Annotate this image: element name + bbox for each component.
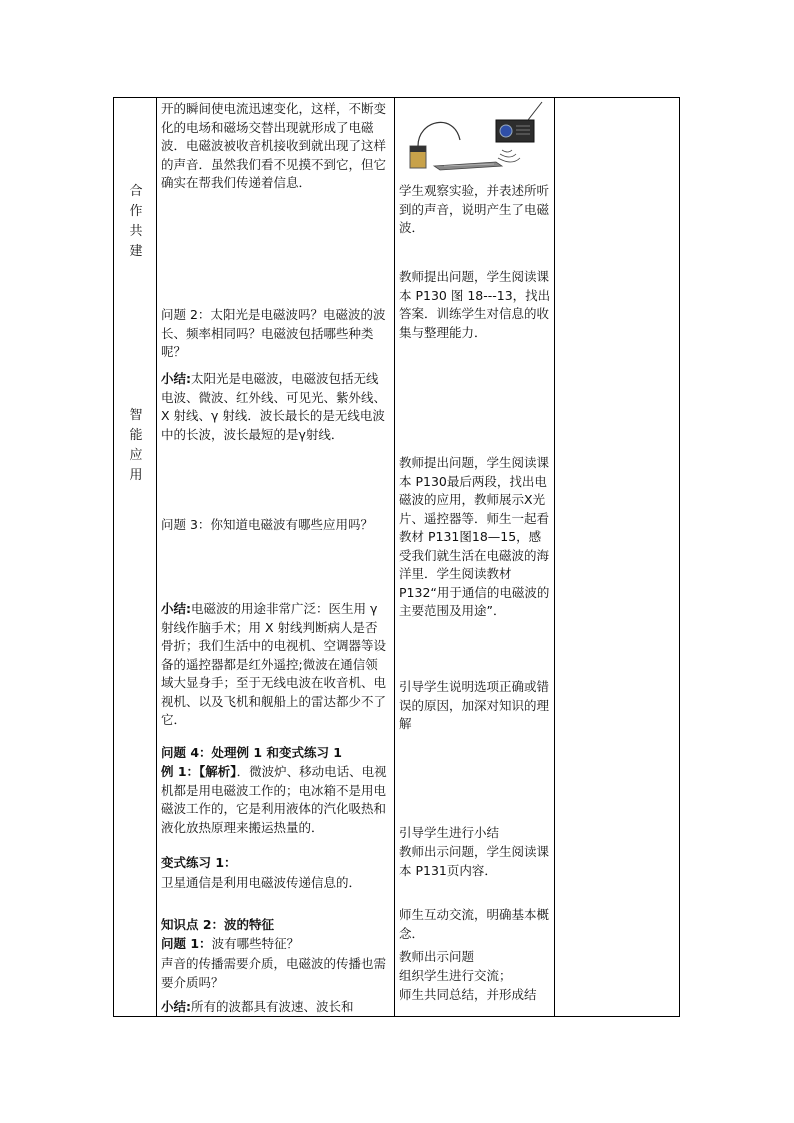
right-note-4: 引导学生说明选项正确或错误的原因，加深对知识的理解 [399, 679, 550, 731]
summary-label: 小结: [161, 371, 191, 386]
stage-char: 能 [129, 428, 143, 443]
question-2 [161, 306, 389, 362]
column-divider [394, 98, 395, 1016]
stage-label-cooperate [129, 182, 143, 262]
right-note-2: 教师提出问题，学生阅读课本 P130 图 18---13，找出答案．训练学生对信息的收集与整理能力． [399, 269, 551, 340]
stage-char: 共 [129, 224, 143, 239]
question-text: 你知道电磁波有哪些应用吗？ [210, 517, 373, 532]
example-1 [161, 763, 389, 837]
stage-char: 应 [129, 448, 143, 463]
question-label: 问题 2： [161, 307, 211, 322]
right-note-7: 师生互动交流，明确基本概念． [399, 907, 550, 941]
summary-text: 所有的波都具有波速、波长和 [191, 999, 354, 1014]
question-label: 问题 3： [161, 517, 211, 532]
question-text: 波有哪些特征？ [211, 936, 300, 951]
variant-label: 变式练习 1： [161, 855, 237, 870]
summary-text: 太阳光是电磁波，电磁波包括无线电波、微波、红外线、可见光、紫外线、X 射线、γ 射线．波长最长的是无线电波中的长波，波长最短的是γ射线． [161, 371, 387, 442]
stage-char: 智 [129, 408, 143, 423]
right-note-8: 教师出示问题 [399, 949, 475, 964]
summary-label: 小结: [161, 999, 191, 1014]
right-note-9: 组织学生进行交流； [399, 968, 512, 983]
question-label: 问题 1： [161, 936, 212, 951]
lesson-plan-table [113, 97, 680, 1017]
kp-question-1-more: 声音的传播需要介质，电磁波的传播也需要介质吗？ [161, 956, 387, 990]
summary-label: 小结: [161, 601, 191, 616]
knowledge-point-2: 知识点 2：波的特征 [161, 917, 275, 932]
example-label: 例 1：【解析】 [161, 764, 237, 779]
example-text: ．微波炉、移动电话、电视机都是用电磁波工作的；电冰箱不是用电磁波工作的，它是利用液体的汽化吸热和液化放热原理来搬运热量的． [161, 764, 387, 835]
variant-text: 卫星通信是利用电磁波传递信息的． [161, 875, 362, 890]
summary-2 [161, 600, 389, 730]
right-note-3: 教师提出问题，学生阅读课本 P130最后两段，找出电磁波的应用，教师展示X光片、遥控器等．师生一起看教材 P131图18—15，感受我们就生活在电磁波的海洋里．学生阅读教材 P132“用于通信的电磁波的主要范围及用途”． [399, 455, 550, 618]
stage-label-apply [129, 406, 143, 486]
summary-1 [161, 370, 389, 444]
summary-text: 电磁波的用途非常广泛：医生用 γ 射线作脑手术；用 X 射线判断病人是否骨折；我们生活中的电视机、空调器等设备的遥控器都是红外遥控;微波在通信领域大显身手；至于无线电波在收音机、电视机、以及飞机和舰船上的雷达都少不了它． [161, 601, 387, 727]
stage-char: 合 [129, 184, 143, 199]
kp-question-1 [161, 935, 389, 954]
stage-char: 用 [129, 468, 143, 483]
question-text: 太阳光是电磁波吗？电磁波的波长、频率相同吗？电磁波包括哪些种类呢？ [161, 307, 386, 359]
right-note-6: 教师出示问题，学生阅读课本 P131页内容． [399, 844, 550, 878]
column-divider [156, 98, 157, 1016]
column-divider [554, 98, 555, 1016]
stage-char: 作 [129, 204, 143, 219]
right-note-10: 师生共同总结，并形成结 [399, 987, 537, 1002]
question-3 [161, 516, 389, 535]
question-4: 问题 4：处理例 1 和变式练习 1 [161, 745, 343, 760]
right-note-5: 引导学生进行小结 [399, 825, 500, 840]
radio-experiment-illustration [404, 100, 544, 174]
summary-3 [161, 998, 389, 1017]
intro-paragraph: 开的瞬间使电流迅速变化，这样，不断变化的电场和磁场交替出现就形成了电磁波．电磁波被收音机接收到就出现了这样的声音．虽然我们看不见摸不到它，但它确实在帮我们传递着信息． [161, 101, 387, 190]
stage-char: 建 [129, 244, 143, 259]
right-note-1: 学生观察实验，并表述所听到的声音，说明产生了电磁波． [399, 183, 550, 235]
